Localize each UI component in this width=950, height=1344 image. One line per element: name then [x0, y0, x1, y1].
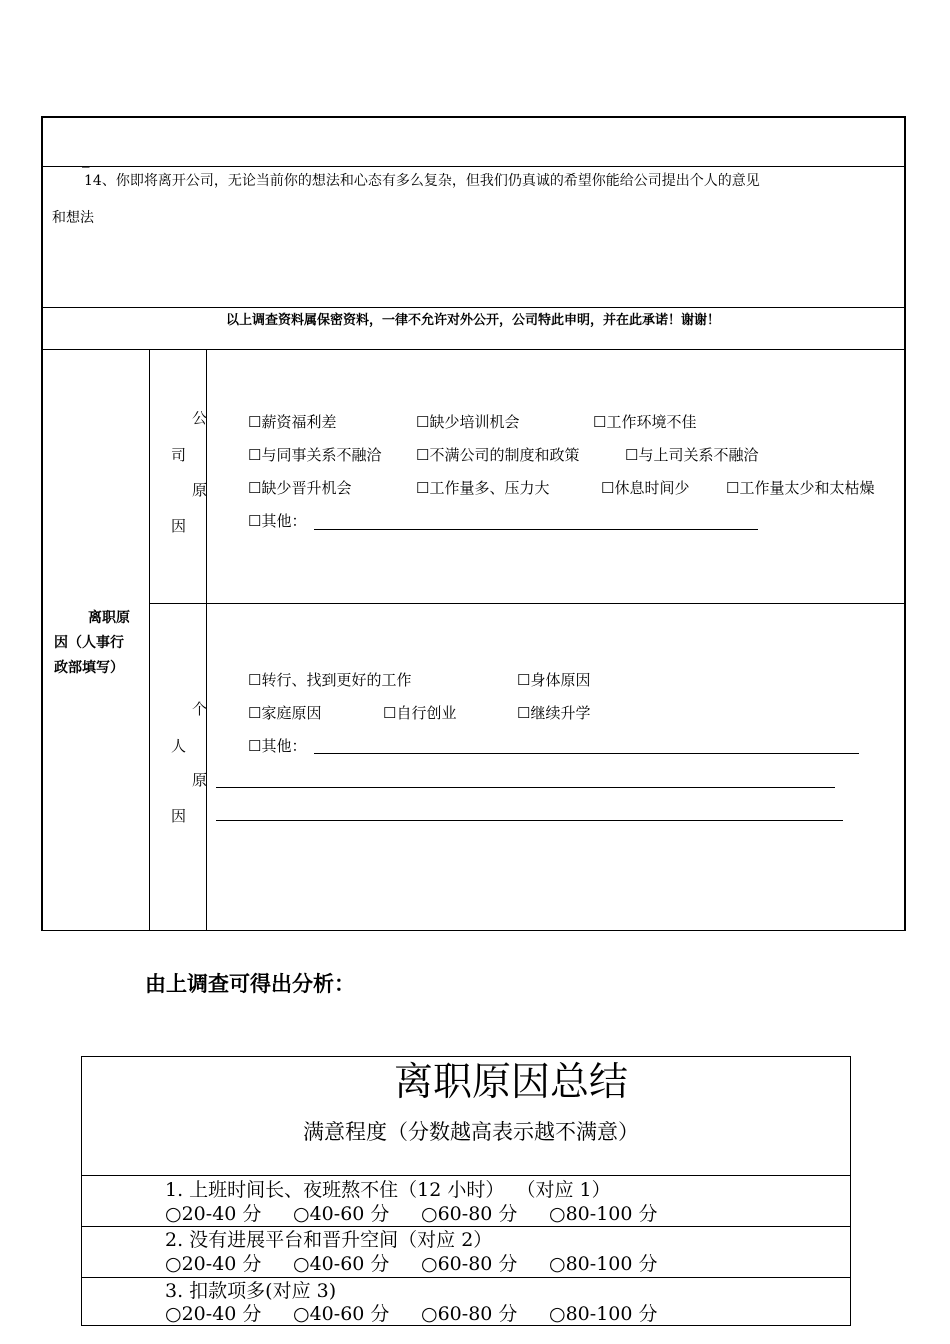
personal-other-input-line[interactable]	[216, 820, 843, 821]
company-other[interactable]: ☐其他：	[248, 512, 307, 530]
table-border-left	[41, 116, 43, 931]
personal-label-char: 人	[171, 737, 187, 755]
company-option[interactable]: ☐休息时间少	[601, 479, 690, 497]
checkbox-icon[interactable]: ☐	[416, 479, 430, 497]
radio-icon[interactable]: ○	[165, 1303, 182, 1325]
table-border-right	[904, 116, 906, 931]
personal-other-input-line[interactable]	[216, 787, 835, 788]
company-option[interactable]: ☐工作量多、压力大	[416, 479, 550, 497]
radio-icon[interactable]: ○	[293, 1253, 310, 1275]
blank-mark: _	[82, 150, 90, 168]
company-option[interactable]: ☐缺少培训机会	[416, 413, 520, 431]
score-option[interactable]: ○80-100 分	[549, 1253, 658, 1275]
checkbox-icon[interactable]: ☐	[601, 479, 615, 497]
score-option[interactable]: ○80-100 分	[549, 1303, 658, 1325]
checkbox-icon[interactable]: ☐	[248, 704, 262, 722]
row-divider	[41, 166, 905, 167]
summary-item-1: 1. 上班时间长、夜班熬不住（12 小时） （对应 1）	[165, 1179, 611, 1201]
reason-label-line2: 因（人事行	[54, 635, 124, 651]
radio-icon[interactable]: ○	[421, 1203, 438, 1225]
score-option[interactable]: ○80-100 分	[549, 1203, 658, 1225]
row-divider	[41, 307, 905, 308]
reason-label-line1: 离职原	[88, 610, 130, 626]
summary-item-3: 3. 扣款项多(对应 3)	[165, 1280, 337, 1302]
checkbox-icon[interactable]: ☐	[248, 446, 262, 464]
score-option[interactable]: ○60-80 分	[421, 1303, 518, 1325]
checkbox-icon[interactable]: ☐	[726, 479, 740, 497]
personal-other[interactable]: ☐其他：	[248, 737, 307, 755]
radio-icon[interactable]: ○	[421, 1303, 438, 1325]
question-14-text: 14、你即将离开公司，无论当前你的想法和心态有多么复杂，但我们仍真诚的希望你能给公司提出个人的意见	[84, 173, 760, 189]
score-row-1	[165, 1202, 658, 1226]
checkbox-icon[interactable]: ☐	[248, 671, 262, 689]
row-divider	[149, 603, 905, 604]
score-option[interactable]: ○40-60 分	[293, 1203, 390, 1225]
row-divider	[41, 349, 905, 350]
checkbox-icon[interactable]: ☐	[517, 704, 531, 722]
checkbox-icon[interactable]: ☐	[416, 413, 430, 431]
confidential-notice: 以上调查资料属保密资料，一律不允许对外公开，公司特此申明，并在此承诺！谢谢！	[225, 313, 720, 328]
company-option[interactable]: ☐不满公司的制度和政策	[416, 446, 580, 464]
personal-option[interactable]: ☐身体原因	[517, 671, 591, 689]
summary-item-2: 2. 没有进展平台和晋升空间（对应 2）	[165, 1229, 493, 1251]
personal-option[interactable]: ☐自行创业	[383, 704, 457, 722]
score-option[interactable]: ○40-60 分	[293, 1253, 390, 1275]
personal-label-char: 个	[192, 700, 208, 718]
checkbox-icon[interactable]: ☐	[625, 446, 639, 464]
summary-row-divider	[81, 1175, 851, 1176]
company-option[interactable]: ☐与上司关系不融洽	[625, 446, 759, 464]
checkbox-icon[interactable]: ☐	[416, 446, 430, 464]
radio-icon[interactable]: ○	[549, 1253, 566, 1275]
summary-row-divider	[81, 1226, 851, 1227]
personal-other-input-line[interactable]	[314, 753, 859, 754]
summary-border-top	[81, 1056, 851, 1057]
checkbox-icon[interactable]: ☐	[517, 671, 531, 689]
personal-label-char: 因	[171, 807, 187, 825]
analysis-heading: 由上调查可得出分析：	[145, 972, 355, 996]
score-option[interactable]: ○20-40 分	[165, 1303, 262, 1325]
score-option[interactable]: ○40-60 分	[293, 1303, 390, 1325]
score-option[interactable]: ○60-80 分	[421, 1203, 518, 1225]
checkbox-icon[interactable]: ☐	[248, 479, 262, 497]
checkbox-icon[interactable]: ☐	[248, 413, 262, 431]
radio-icon[interactable]: ○	[165, 1203, 182, 1225]
checkbox-icon[interactable]: ☐	[593, 413, 607, 431]
radio-icon[interactable]: ○	[293, 1303, 310, 1325]
score-row-2	[165, 1252, 658, 1276]
company-label-char: 因	[171, 517, 187, 535]
personal-option[interactable]: ☐转行、找到更好的工作	[248, 671, 412, 689]
table-border-bottom	[41, 930, 906, 931]
company-label-char: 原	[192, 481, 208, 499]
checkbox-icon[interactable]: ☐	[248, 737, 262, 755]
checkbox-icon[interactable]: ☐	[248, 512, 262, 530]
company-option[interactable]: ☐与同事关系不融洽	[248, 446, 382, 464]
col-divider	[149, 349, 150, 931]
company-option[interactable]: ☐工作量太少和太枯燥	[726, 479, 875, 497]
col-divider	[206, 349, 207, 931]
company-other-input-line[interactable]	[314, 529, 758, 530]
personal-option[interactable]: ☐继续升学	[517, 704, 591, 722]
score-option[interactable]: ○20-40 分	[165, 1203, 262, 1225]
summary-title: 离职原因总结	[393, 1060, 628, 1105]
company-option[interactable]: ☐工作环境不佳	[593, 413, 697, 431]
radio-icon[interactable]: ○	[549, 1303, 566, 1325]
radio-icon[interactable]: ○	[421, 1253, 438, 1275]
company-label-char: 公	[192, 409, 208, 427]
score-option[interactable]: ○20-40 分	[165, 1253, 262, 1275]
radio-icon[interactable]: ○	[549, 1203, 566, 1225]
personal-label-char: 原	[192, 771, 208, 789]
reason-label-line3: 政部填写）	[54, 660, 124, 676]
summary-subtitle: 满意程度（分数越高表示越不满意）	[303, 1120, 639, 1144]
company-label-char: 司	[171, 446, 187, 464]
summary-row-divider	[81, 1277, 851, 1278]
table-border-top	[41, 116, 905, 118]
question-14-text-cont: 和想法	[52, 210, 94, 226]
score-option[interactable]: ○60-80 分	[421, 1253, 518, 1275]
radio-icon[interactable]: ○	[165, 1253, 182, 1275]
company-option[interactable]: ☐缺少晋升机会	[248, 479, 352, 497]
checkbox-icon[interactable]: ☐	[383, 704, 397, 722]
personal-option[interactable]: ☐家庭原因	[248, 704, 322, 722]
score-row-3	[165, 1302, 658, 1326]
radio-icon[interactable]: ○	[293, 1203, 310, 1225]
company-option[interactable]: ☐薪资福利差	[248, 413, 337, 431]
